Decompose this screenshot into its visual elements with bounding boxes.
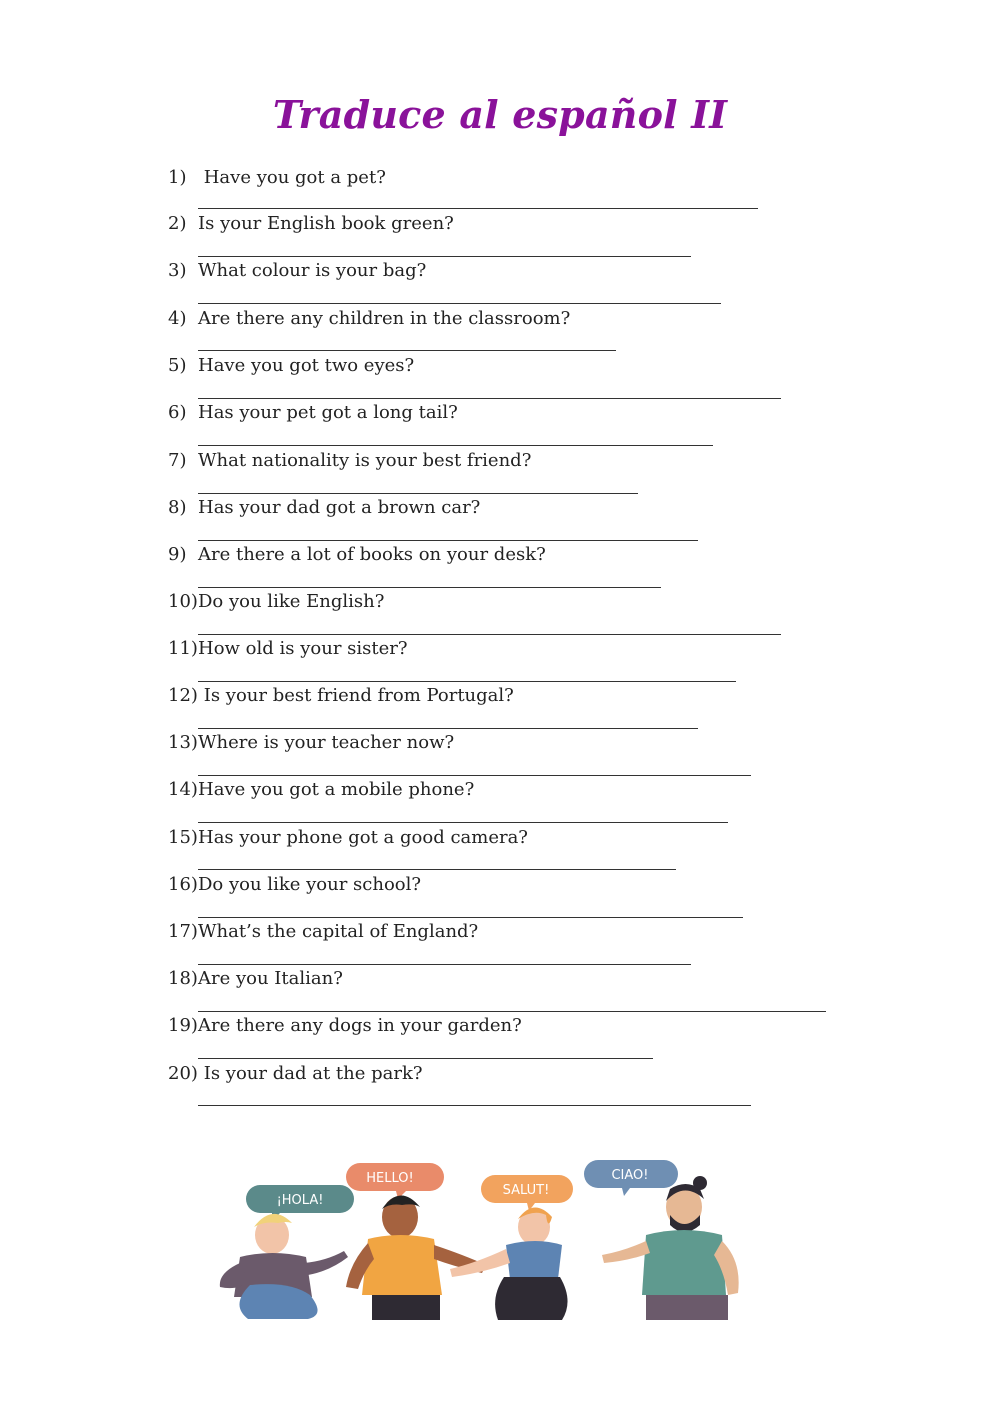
people-greeting-illustration [200,1145,760,1320]
speech-bubble-salut [481,1175,573,1211]
question-number: 20) [168,1063,198,1084]
question-text: Are there any children in the classroom? [198,308,571,329]
question-text: Has your pet got a long tail? [198,402,458,423]
question-number: 2) [168,213,187,234]
question-number: 1) [168,167,187,188]
answer-line[interactable] [198,208,758,209]
person-blonde [220,1214,348,1319]
question-item [168,921,478,943]
answer-line[interactable] [198,775,751,776]
bubble-text: HELLO! [366,1171,414,1186]
question-number: 16) [168,874,198,895]
question-text: Do you like your school? [198,874,422,895]
speech-bubble-hello [346,1163,444,1199]
question-text: Is your best friend from Portugal? [198,685,514,706]
person-dark-hair [346,1195,486,1320]
question-item [168,968,343,990]
question-number: 15) [168,827,198,848]
question-number: 17) [168,921,198,942]
question-text: Is your English book green? [198,213,454,234]
question-item [168,1015,522,1037]
answer-line[interactable] [198,1058,653,1059]
question-text: Are you Italian? [198,968,343,989]
question-number: 4) [168,308,187,329]
person-bearded [602,1176,739,1320]
question-number: 14) [168,779,198,800]
question-text: Have you got a mobile phone? [198,779,475,800]
question-number: 7) [168,450,187,471]
question-number: 8) [168,497,187,518]
question-text: Has your dad got a brown car? [198,497,481,518]
answer-line[interactable] [198,587,661,588]
answer-line[interactable] [198,1011,826,1012]
question-text: How old is your sister? [198,638,408,659]
question-item [168,497,480,519]
speech-bubble-hola [246,1185,354,1221]
answer-line[interactable] [198,493,638,494]
question-number: 9) [168,544,187,565]
question-number: 19) [168,1015,198,1036]
answer-line[interactable] [198,1105,751,1106]
question-number: 18) [168,968,198,989]
question-item [168,260,426,282]
answer-line[interactable] [198,256,691,257]
question-item [168,308,570,330]
question-text: Has your phone got a good camera? [198,827,528,848]
question-text: Do you like English? [198,591,385,612]
question-item [168,591,384,613]
question-item [168,213,454,235]
question-item [168,355,414,377]
question-text: What nationality is your best friend? [198,450,532,471]
question-item [168,827,528,849]
question-item [168,167,386,189]
answer-line[interactable] [198,869,676,870]
question-text: Have you got two eyes? [198,355,415,376]
speech-bubble-ciao [584,1160,678,1196]
answer-line[interactable] [198,445,713,446]
question-text: Are there a lot of books on your desk? [198,544,546,565]
answer-line[interactable] [198,398,781,399]
question-number: 10) [168,591,198,612]
question-number: 11) [168,638,198,659]
bubble-text: CIAO! [611,1168,649,1183]
question-item [168,779,474,801]
question-text: What colour is your bag? [198,260,427,281]
answer-line[interactable] [198,728,698,729]
question-number: 3) [168,260,187,281]
worksheet-title: Traduce al español II [272,92,728,137]
question-number: 12) [168,685,198,706]
question-number: 6) [168,402,187,423]
bubble-text: SALUT! [502,1183,550,1198]
question-item [168,450,531,472]
question-number: 13) [168,732,198,753]
question-number: 5) [168,355,187,376]
question-item [168,732,454,754]
answer-line[interactable] [198,634,781,635]
question-text: Have you got a pet? [198,167,386,188]
question-text: Where is your teacher now? [198,732,455,753]
answer-line[interactable] [198,681,736,682]
answer-line[interactable] [198,303,721,304]
question-item [168,638,408,660]
answer-line[interactable] [198,822,728,823]
answer-line[interactable] [198,350,616,351]
answer-line[interactable] [198,917,743,918]
question-item [168,874,421,896]
answer-line[interactable] [198,964,691,965]
question-item [168,1063,423,1085]
question-text: Are there any dogs in your garden? [198,1015,522,1036]
question-item [168,402,458,424]
answer-line[interactable] [198,540,698,541]
question-text: What’s the capital of England? [198,921,479,942]
question-item [168,685,514,707]
question-text: Is your dad at the park? [198,1063,423,1084]
bubble-text: ¡HOLA! [276,1193,324,1208]
question-item [168,544,546,566]
